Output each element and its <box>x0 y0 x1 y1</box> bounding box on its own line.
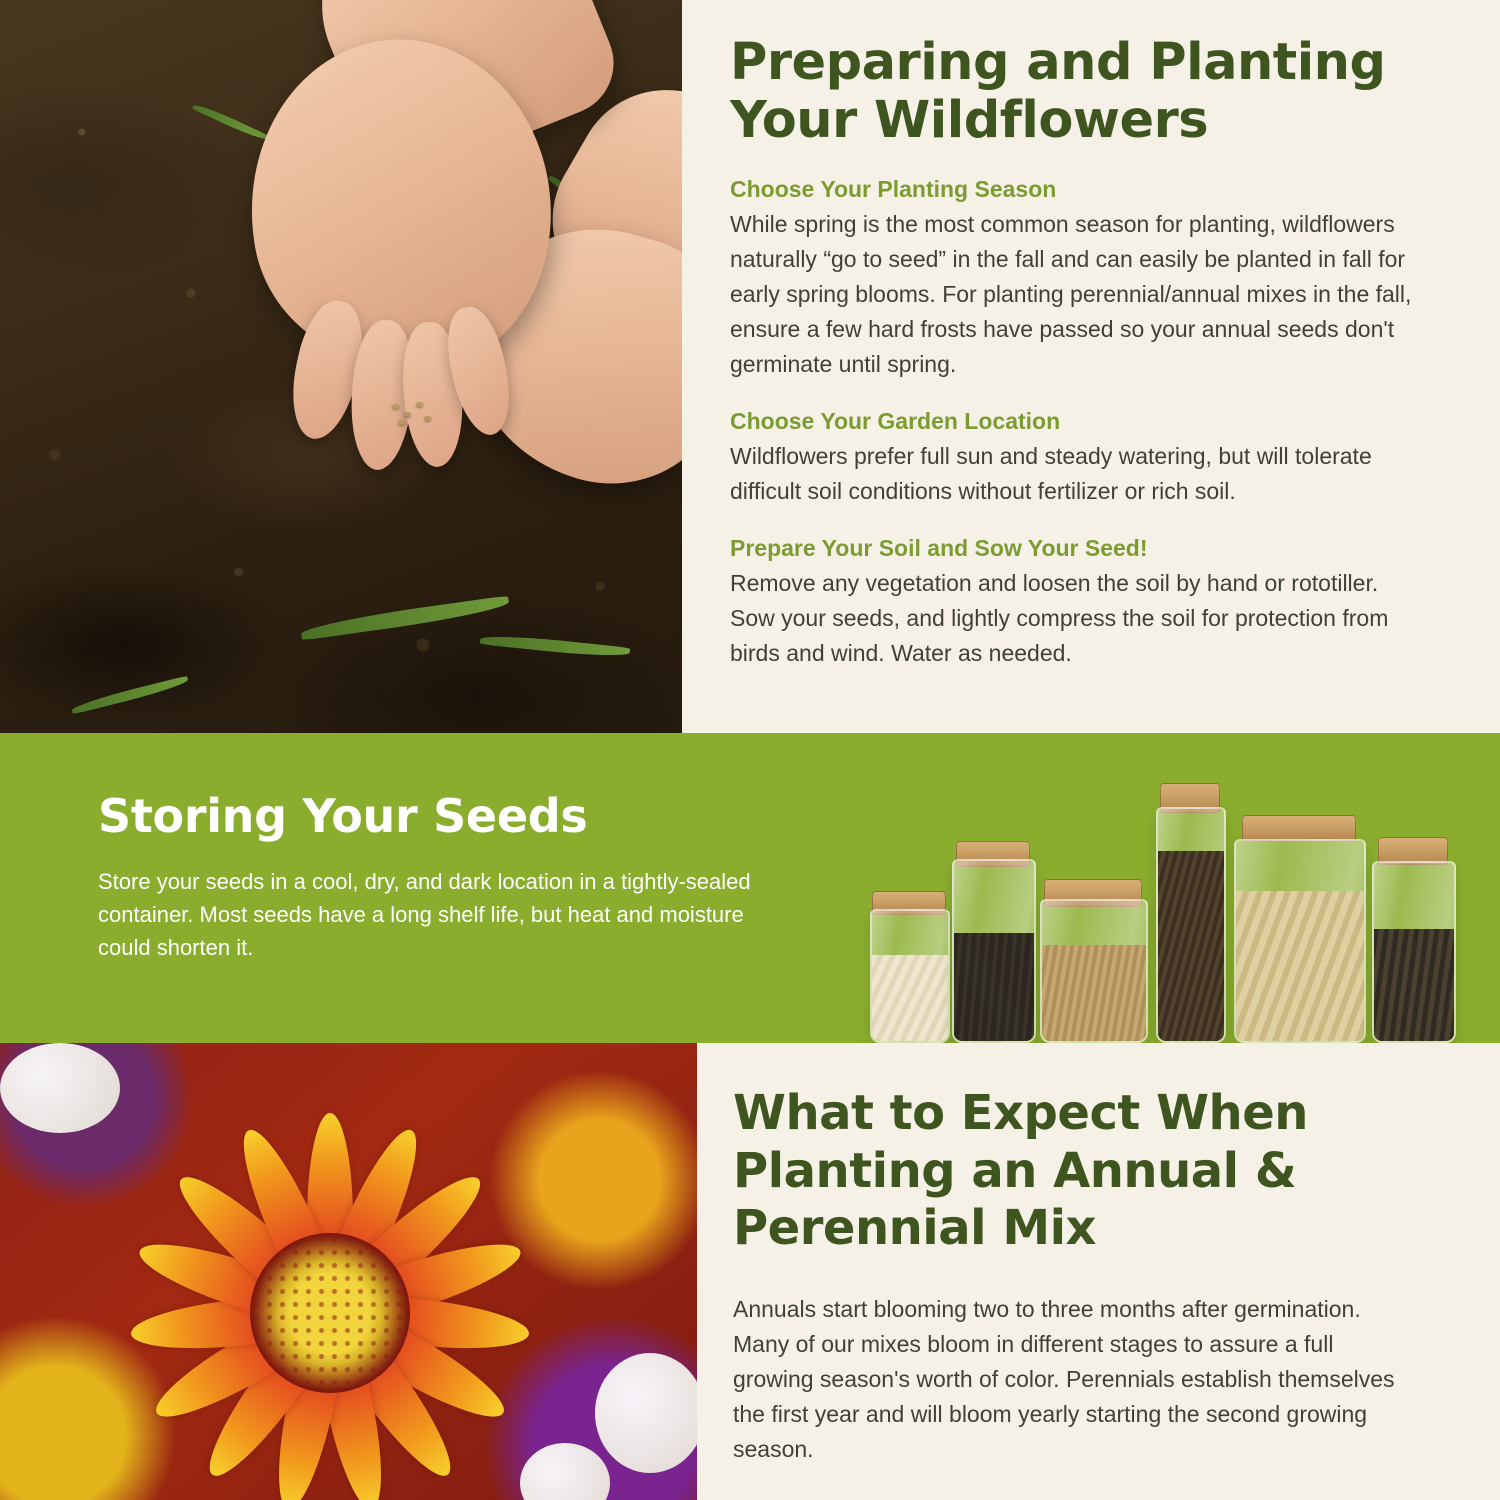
photo-hand-sowing-seeds <box>0 0 682 733</box>
seed-jar-2 <box>952 859 1036 1043</box>
text-column-storing <box>98 789 758 964</box>
seed-jar-4 <box>1156 807 1226 1043</box>
paragraph-garden-location: Wildflowers prefer full sun and steady watering, but will tolerate difficult soil conditions without fertilizer or rich soil. <box>730 443 1372 504</box>
seed-jar-1 <box>870 909 950 1043</box>
jar-lid-5 <box>1242 815 1356 841</box>
text-column-preparing <box>682 0 1500 733</box>
paragraph-what-to-expect: Annuals start blooming two to three months after germination. Many of our mixes bloom in different stages to assure a full growing season's worth of color. Perennials establish themselves the first year and will bloom yearly starting the second growing season. <box>733 1295 1395 1462</box>
photo-seed-jars <box>860 773 1460 1043</box>
section-title-storing: Storing Your Seeds <box>98 789 588 843</box>
page-title-preparing: Preparing and Planting Your Wildflowers <box>730 33 1386 151</box>
white-flower-1 <box>595 1353 697 1473</box>
white-flower-3 <box>0 1043 120 1133</box>
section-storing-your-seeds <box>0 733 1500 1043</box>
seed-jar-3 <box>1040 899 1148 1043</box>
photo-blanket-flower <box>0 1043 697 1500</box>
subhead-planting-season: Choose Your Planting Season <box>730 176 1057 203</box>
paragraph-planting-season: While spring is the most common season for planting, wildflowers naturally “go to seed” in the fall and can easily be planted in fall for early spring blooms. For planting perennial/annual mixes in the fall, ensure a few hard frosts have passed so your annual seeds don't germinate until spring. <box>730 211 1412 378</box>
text-column-what-to-expect <box>697 1043 1500 1500</box>
subhead-prepare-soil: Prepare Your Soil and Sow Your Seed! <box>730 534 1148 561</box>
seed-jar-5 <box>1234 839 1366 1043</box>
flower-bloom <box>120 1103 540 1500</box>
subhead-garden-location: Choose Your Garden Location <box>730 408 1061 435</box>
paragraph-storing: Store your seeds in a cool, dry, and dark location in a tightly-sealed container. Most seeds have a long shelf life, but heat and moisture could shorten it. <box>98 869 751 960</box>
section-what-to-expect <box>0 1043 1500 1500</box>
paragraph-prepare-soil: Remove any vegetation and loosen the soil by hand or rototiller. Sow your seeds, and lightly compress the soil for protection from birds and wind. Water as needed. <box>730 569 1389 666</box>
seed-jar-6 <box>1372 861 1456 1043</box>
flower-center <box>250 1233 410 1393</box>
section-preparing-and-planting <box>0 0 1500 733</box>
page-title-what-to-expect: What to Expect When Planting an Annual & Perennial Mix <box>733 1085 1308 1257</box>
